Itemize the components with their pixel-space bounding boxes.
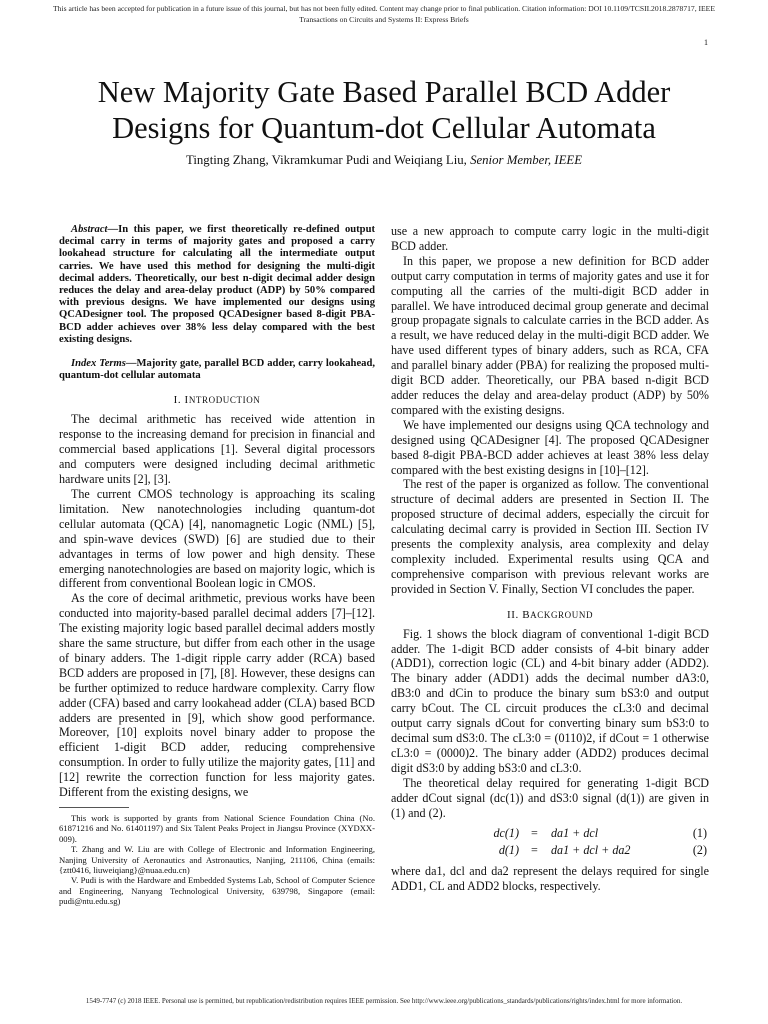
author-names: Tingting Zhang, Vikramkumar Pudi and Weiqiang Liu, [185,153,467,167]
title-line-1: New Majority Gate Based Parallel BCD Adder [97,75,671,109]
footnote-affiliation: V. Pudi is with the Hardware and Embedded Systems Lab, School of Computer Science and Engineering, Nanyang Technological University, 639798, Singapore (email: pudi@ntu.edu.sg) [59,875,375,907]
section-heading-background: II. BACKGROUND [506,608,594,621]
background-paragraph: Fig. 1 shows the block diagram of conventional 1-digit BCD adder. The 1-digit BCD adder consists of 4-bit binary adder (ADD1), correction logic (CL) and 4-bit binary adder (ADD2). The binary adder (ADD1) adds the decimal number dA3:0, dB3:0 and dCin to produce the binary sum bS3:0 and output carry bCout. The CL circuit produces the cL3:0 and decimal output carry signals dCout for converting binary sum bS3:0 to decimal sum dS3:0. The cL3:0 = (0110)2, if dCout = 1 otherwise cL3:0 = (0000)2. The binary adder (ADD2) produces decimal digit dS3:0 by adding bS3:0 and cL3:0. [391,626,709,775]
abstract-label: Abstract [71,224,108,235]
right-column [391,224,709,894]
intro-paragraph: The rest of the paper is organized as follow. The conventional structure of decimal adders are presented in Section II. The proposed structure of decimal adders, especially the circuit for calculating decimal carry is provided in Section III. Section IV presents the complexity analysis, area complexity and delay complexity included. Experimental results using QCA and comprehensive comparison with previous relevant works are provided in Section V. Finally, Section VI concludes the paper. [391,477,709,596]
copyright-footer: 1549-7747 (c) 2018 IEEE. Personal use is permitted, but republication/redistribution requires IEEE permission. See http://www.ieee.org/publications_standards/publications/rights/index.html for more information. [85,997,683,1005]
section-heading-introduction: I. INTRODUCTION [173,394,261,407]
equation-number: (1) [692,826,707,841]
author-list [40,153,728,168]
intro-continuation: use a new approach to compute carry logic in the multi-digit BCD adder. [391,224,709,253]
intro-paragraph: As the core of decimal arithmetic, previous works have been conducted into majority-based parallel decimal adders [7]–[12]. The existing majority logic based parallel decimal adders mostly share the same structure, but differ from each other in the usage of binary adders. The 1-digit ripple carry adder (RCA) based BCD adders are proposed in [7], [8]. However, these designs can be further optimized to reduce hardware complexity. Carry flow adder (CFA) based and carry lookahead adder (CLA) based BCD adders are presented in [9], which show good performance. Moreover, [10] exploits novel binary adder to propose the efficient 1-digit BCD adder, reducing comprehensive consumption. In order to fully utilize the majority gates, [11] and [12] rewrite the correction function for less majority gates. Different from the existing designs, we [59,591,375,800]
equation-number: (2) [692,843,707,858]
equation-block [391,825,709,859]
background-paragraph: where da1, dcl and da2 represent the delays required for single ADD1, CL and ADD2 blocks, respectively. [391,864,709,894]
intro-paragraph: The decimal arithmetic has received wide attention in response to the increasing demand for precision in financial and commercial based applications [1]. Several digital processors and computers were designed including decimal arithmetic hardware units [2], [3]. [59,412,375,487]
background-paragraph: The theoretical delay required for generating 1-digit BCD adder dCout signal (dc(1)) and dS3:0 signal (d(1)) are given in (1) and (2). [391,775,709,820]
abstract [59,224,375,346]
footnote-funding: This work is supported by grants from National Science Foundation China (No. 61871216 and No. 61401197) and Six Talent Peaks Project in Jiangsu Province (XYDXX-009). [59,813,375,844]
journal-header-line2: Transactions on Circuits and Systems II: Express Briefs [299,15,469,24]
left-column [59,224,375,907]
index-terms [59,358,375,382]
intro-paragraph: The current CMOS technology is approaching its scaling limitation. New nanotechnologies including quantum-dot cellular automata (QCA) [4], nanomagnetic Logic (NML) [5], and spin-wave devices (SWD) [6] are studied due to their advantages in terms of low power and high density. These emerging nanotechnologies are based on majority logic, which is different from conventional Boolean logic in CMOS. [59,486,375,591]
page-number: 1 [704,38,708,47]
journal-header-line1: This article has been accepted for publication in a future issue of this journal, but has not been fully edited. Content may change prior to final publication. Citation information: DOI 10.1109/TCSII.2018.2878717, IEEE [53,4,715,13]
intro-paragraph: In this paper, we propose a new definition for BCD adder output carry computation in terms of majority gates and use it for computing all the carries of the multi-digit BCD adder in parallel. We have introduced decimal group generate and decimal group propagate signals to calculate carries in the BCD adder. As a result, we have reduced delay in the multi-digit BCD adder. We have used different types of binary adders, such as RCA, CFA and parallel binary adder (PBA) for realizing the proposed multi-digit BCD adder. Theoretically, our PBA based n-digit BCD adder reduces the delay and area-delay product (ADP) by 50% compared with the existing designs. [391,253,709,417]
abstract-text: —In this paper, we first theoretically re-defined output decimal carry in terms of majority gates and proposed a carry lookahead structure for calculating all the intermediate output carries. We have used this method for designing the multi-digit decimal adders. Theoretically, our best n-digit decimal adder design reduces the delay and area-delay product (ADP) by 50% compared with previous designs. We have implemented our designs using QCADesigner tool. The proposed QCADesigner based 8-digit PBA-BCD adder achieves over 38% less delay compared with the best existing designs. [59,224,375,345]
paper-title [40,74,728,146]
index-terms-label: Index Terms [71,358,126,370]
equation-row: d(1) = da1 + dcl + da2 (2) [498,843,707,858]
footnote-affiliation: T. Zhang and W. Liu are with College of Electronic and Information Engineering, Nanjing University of Aeronautics and Astronautics, Nanjing, 211106, China (emails: {ztt0416, liuweiqiang}@nuaa.edu.cn) [59,844,375,876]
title-line-2: Designs for Quantum-dot Cellular Automata [112,111,656,145]
index-terms-text: —Majority gate, parallel BCD adder, carry lookahead, quantum-dot cellular automata [59,358,375,382]
footnote-divider [59,807,129,808]
author-affiliation: Senior Member, IEEE [470,153,583,167]
intro-paragraph: We have implemented our designs using QCA technology and designed using QCADesigner [4]. The proposed QCADesigner based 8-digit PBA-BCD adder achieves at least 38% less delay compared with the best existing designs in [10]–[12]. [391,417,709,477]
equation-row: dc(1) = da1 + dcl (1) [493,826,707,841]
